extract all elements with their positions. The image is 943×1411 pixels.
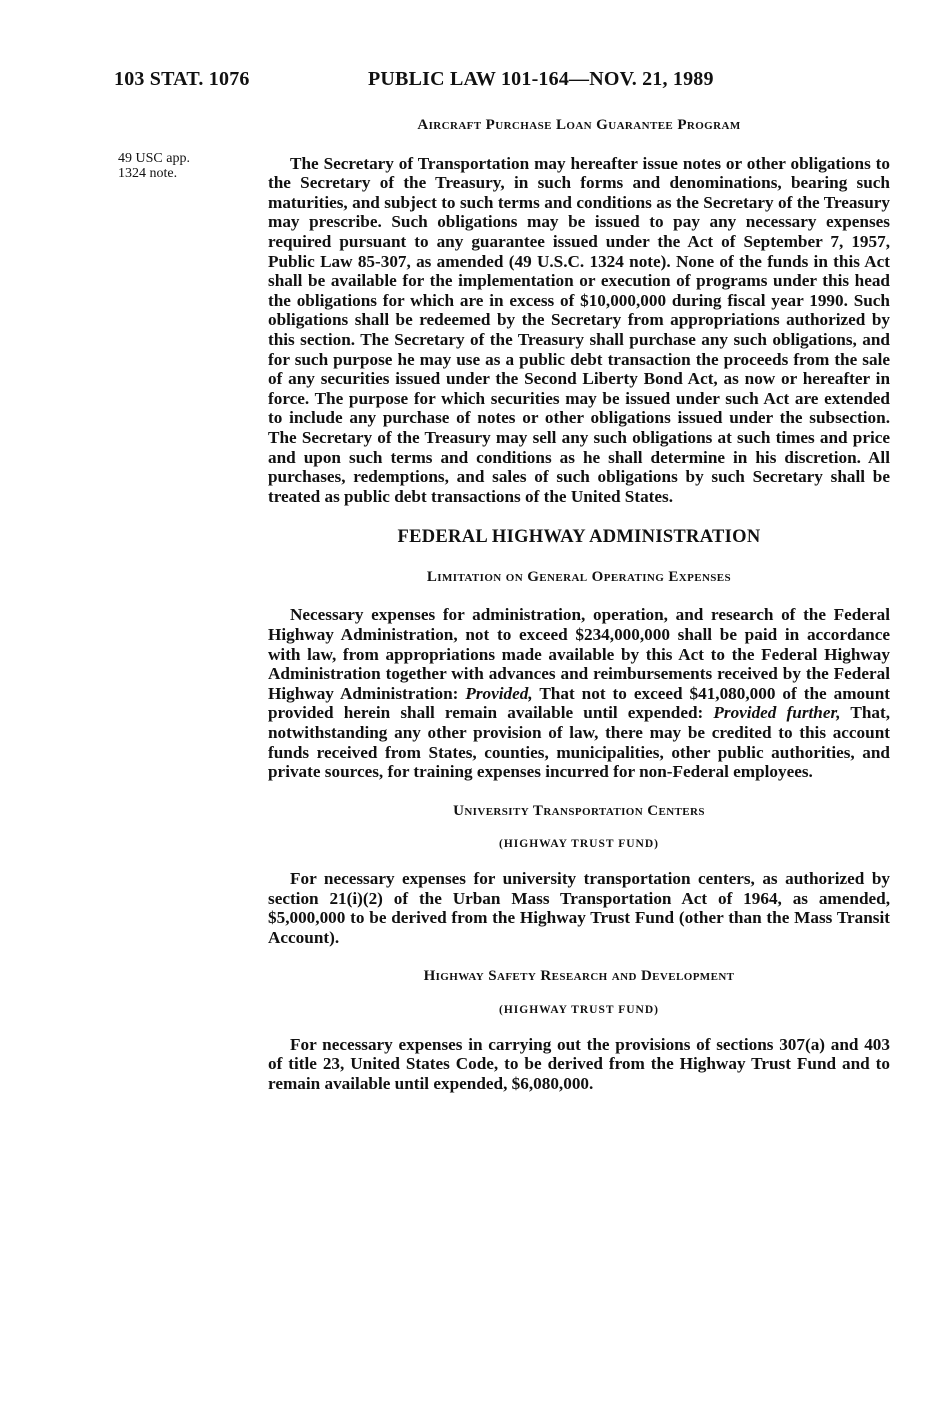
document-body: [268, 116, 890, 1093]
operating-text-3: That, notwithstanding any other provision of law, there may be credited to this account funds received from States, counties, municipalities, other public authorities, and private sources, for training expenses incurred for non-Federal employees.: [268, 703, 890, 782]
provided-further-term: Provided further,: [713, 703, 841, 723]
aircraft-loan-heading: Aircraft Purchase Loan Guarantee Program: [417, 117, 741, 133]
provided-term: Provided,: [465, 683, 533, 703]
university-centers-paragraph: For necessary expenses for university transportation centers, as authorized by section 21(i)(2) of the Urban Mass Transportation Act of 1964, as amended, $5,000,000 to be derived from the Highway Trust Fund (other than the Mass Transit Account).: [268, 869, 890, 947]
highway-safety-heading: Highway Safety Research and Development: [423, 968, 735, 985]
university-trust-fund-subheading: (HIGHWAY TRUST FUND): [499, 838, 659, 851]
aircraft-loan-paragraph: The Secretary of Transportation may hereafter issue notes or other obligations to the Secretary of the Treasury, in such forms and denominations, bearing such maturities, and subject to such terms and conditions as the Secretary of the Treasury may prescribe. Such obligations may be issued to pay any necessary expenses required pursuant to any guarantee issued under the Act of September 7, 1957, Public Law 85-307, as amended (49 U.S.C. 1324 note). None of the funds in this Act shall be available for the implementation or execution of programs under this head the obligations for which are in excess of $10,000,000 during fiscal year 1990. Such obligations shall be redeemed by the Secretary from appropriations authorized by this section. The Secretary of the Treasury shall purchase any such obligations, and for such purpose he may use as a public debt transaction the proceeds from the sale of any securities issued under the Second Liberty Bond Act, as now or hereafter in force. The purpose for which securities may be issued under such Act are extended to include any purchase of notes or other obligations issued under the subsection. The Secretary of the Treasury may sell any such obligations at such times and price and upon such terms and conditions as he shall determine in his discretion. All purchases, redemptions, and sales of such obligations by such Secretary shall be treated as public debt transactions of the United States.: [268, 153, 890, 506]
margin-citation-line-1: 49 USC app.: [118, 151, 190, 166]
public-law-reference: PUBLIC LAW 101-164—NOV. 21, 1989: [368, 68, 714, 90]
university-centers-heading: University Transportation Centers: [453, 802, 705, 819]
stat-reference: 103 STAT. 1076: [114, 68, 250, 90]
highway-safety-paragraph: For necessary expenses in carrying out the provisions of sections 307(a) and 403 of title 23, United States Code, to be derived from the Highway Trust Fund and to remain available until expended, $6,080,000.: [268, 1034, 890, 1093]
highway-safety-trust-fund-subheading: (HIGHWAY TRUST FUND): [499, 1003, 659, 1016]
margin-citation-line-2: 1324 note.: [118, 166, 178, 181]
operating-text-2: That not to exceed $41,080,000 of the amount provided herein shall remain available until expended:: [268, 683, 890, 723]
agency-title: FEDERAL HIGHWAY ADMINISTRATION: [397, 527, 761, 548]
operating-expenses-heading: Limitation on General Operating Expenses: [426, 568, 732, 585]
operating-expenses-paragraph: [268, 605, 890, 781]
margin-citation: [118, 151, 228, 181]
operating-text-1: Necessary expenses for administration, operation, and research of the Federal Highway Administration, not to exceed $234,000,000 shall be paid in accordance with law, from appropriations made available by this Act to the Federal Highway Administration together with advances and reimbursements received by the Federal Highway Administration:: [268, 605, 890, 703]
